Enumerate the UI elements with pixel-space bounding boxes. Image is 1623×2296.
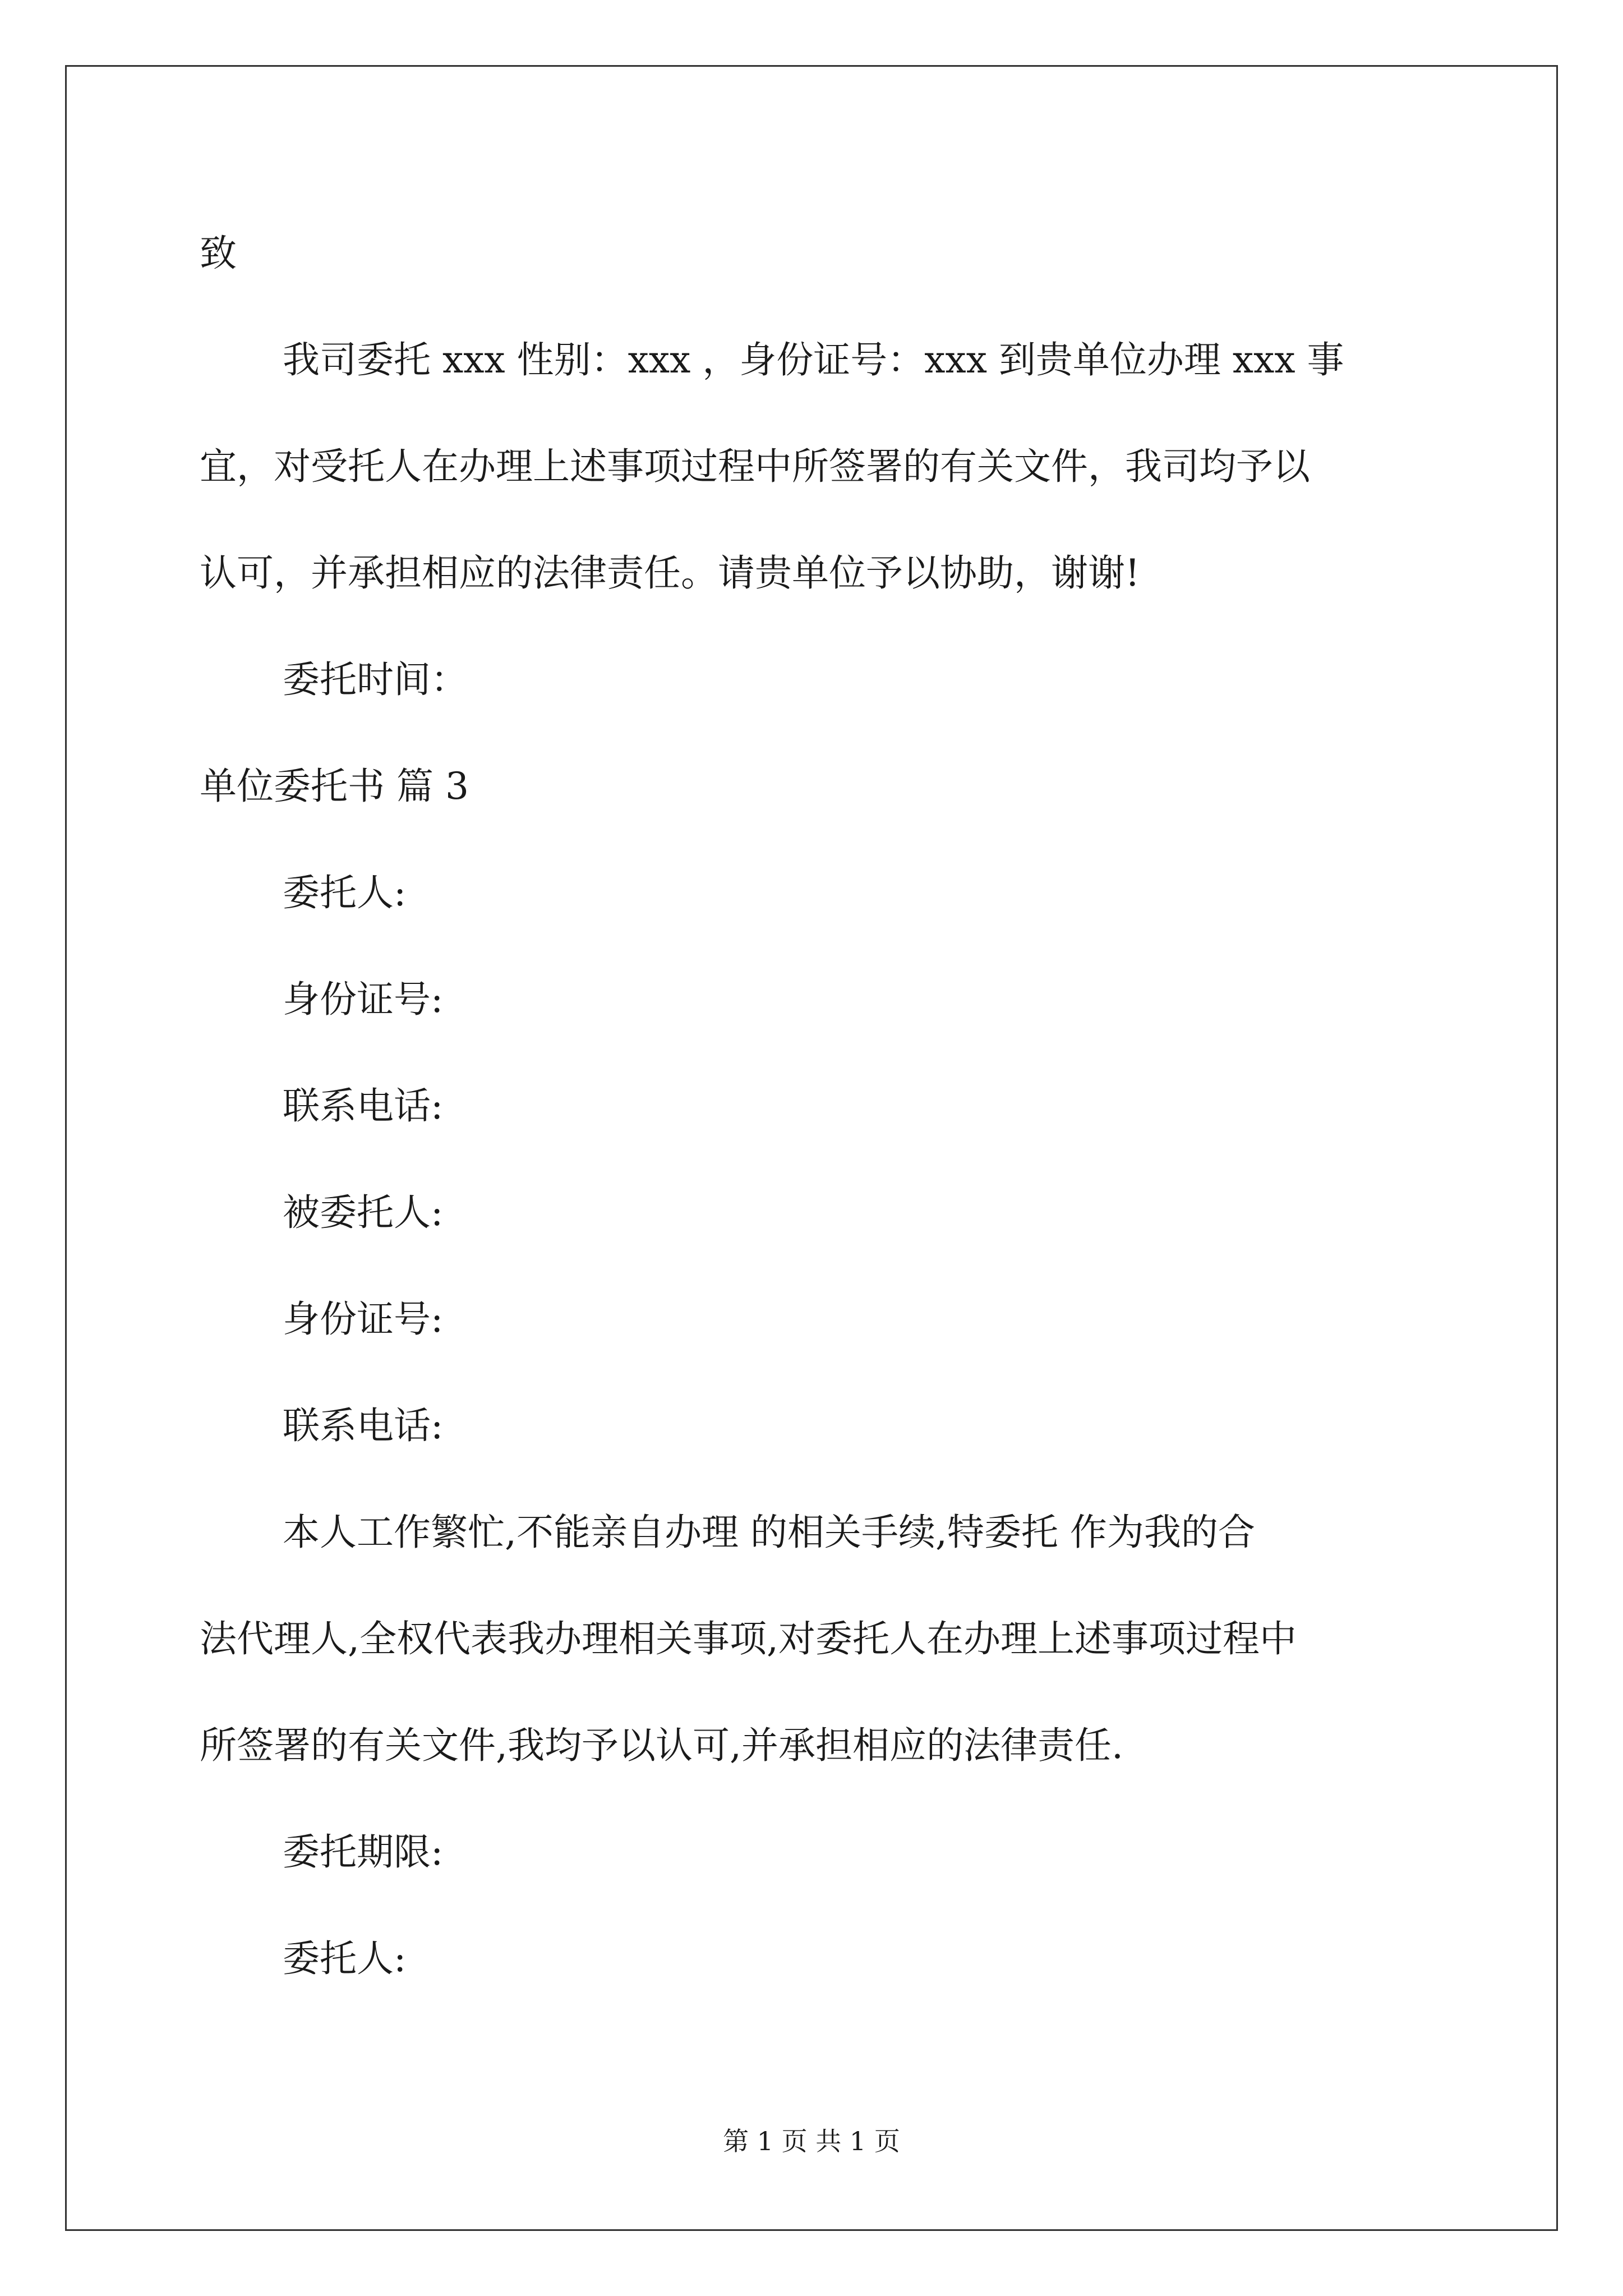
paragraph-text: 我司委托 xxx 性别：xxx ，身份证号：xxx 到贵单位办理 xxx 事 xyxy=(283,338,1344,381)
page-border xyxy=(65,65,1558,2231)
agent-phone-label: 联系电话: xyxy=(283,1404,444,1447)
agent-id-number-label: 身份证号: xyxy=(283,1297,444,1341)
entrust-period-label: 委托期限: xyxy=(283,1830,444,1874)
id-number-label: 身份证号: xyxy=(283,978,444,1021)
agent-label: 被委托人: xyxy=(283,1191,444,1234)
paragraph-line: 认可，并承担相应的法律责任。请贵单位予以协助，谢谢! xyxy=(200,551,1140,595)
page-number-footer: 第 1 页 共 1 页 xyxy=(723,2126,900,2156)
paragraph-line xyxy=(283,338,1428,383)
paragraph-line: 本人工作繁忙,不能亲自办理 的相关手续,特委托 作为我的合 xyxy=(283,1511,1255,1554)
paragraph-line: 法代理人,全权代表我办理相关事项,对委托人在办理上述事项过程中 xyxy=(200,1617,1297,1660)
principal-label: 委托人: xyxy=(283,871,407,914)
entrust-time-label: 委托时间： xyxy=(283,658,468,701)
paragraph-line: 宜，对受托人在办理上述事项过程中所签署的有关文件，我司均予以 xyxy=(200,445,1310,488)
section-heading: 单位委托书 篇 3 xyxy=(200,765,469,808)
paragraph-line: 所签署的有关文件,我均予以认可,并承担相应的法律责任. xyxy=(200,1724,1123,1767)
salutation: 致 xyxy=(200,232,237,275)
phone-label: 联系电话: xyxy=(283,1084,444,1128)
principal-signature-label: 委托人: xyxy=(283,1937,407,1980)
